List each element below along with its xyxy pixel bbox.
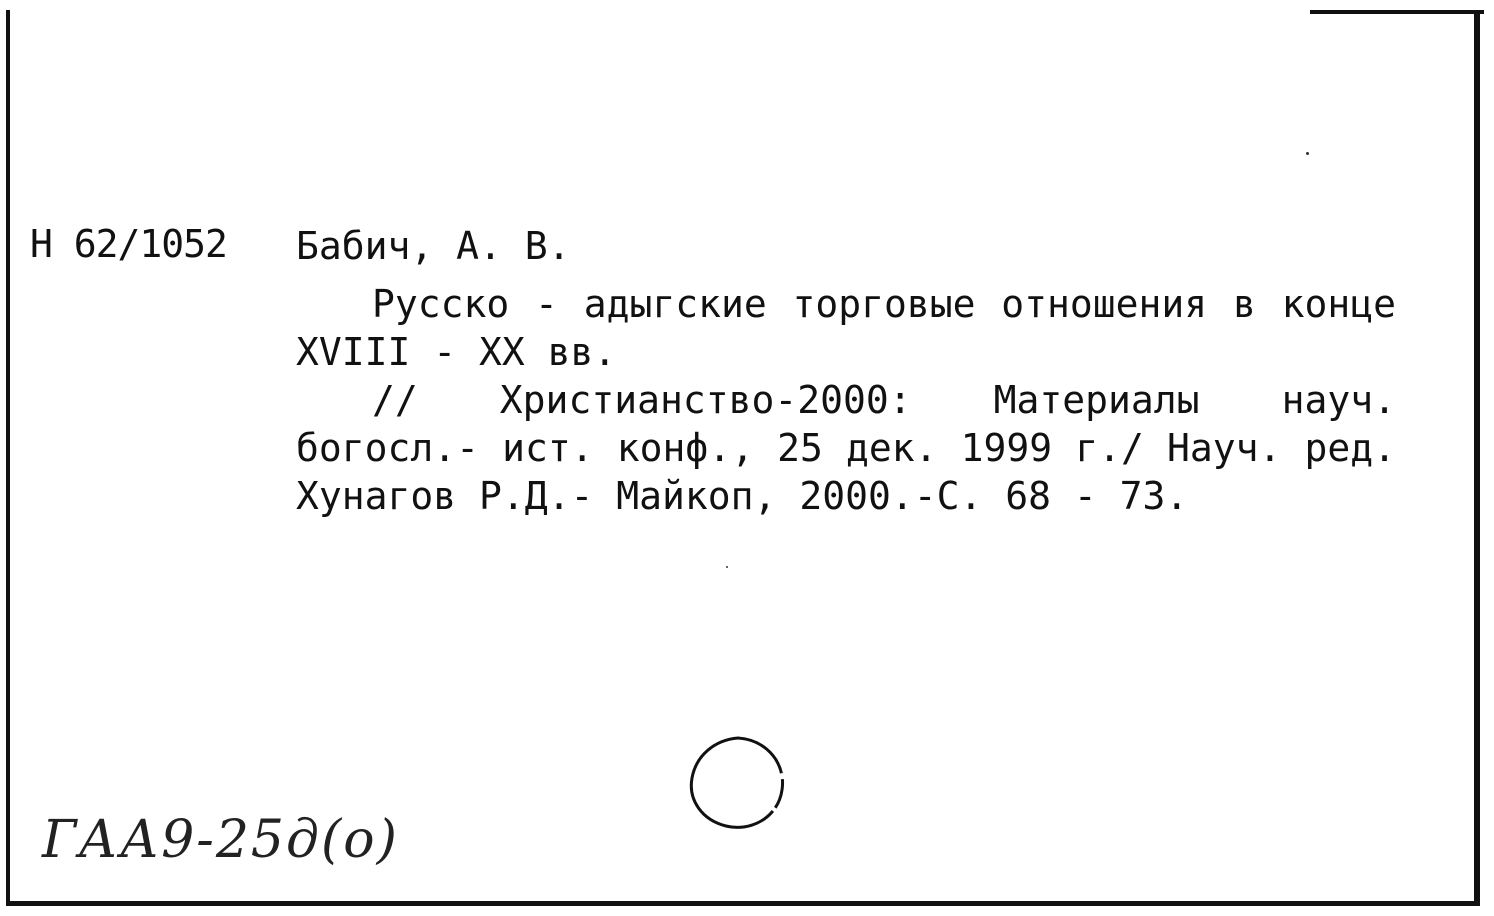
- speck-mark: [1306, 152, 1309, 155]
- catalog-card: [6, 10, 1480, 906]
- card-top-border: [1310, 10, 1484, 14]
- call-number: Н 62/1052: [30, 222, 227, 266]
- source-citation: // Христианство-2000: Материалы науч. богосл.- ист. конф., 25 дек. 1999 г./ Науч. ред. Хунагов Р.Д.- Майкоп, 2000.-С. 68 - 73.: [296, 378, 1396, 518]
- handwritten-note: ГАА9-25д(о): [42, 810, 399, 870]
- title: Русско - адыгские торговые отношения в конце XVIII - XX вв.: [296, 282, 1396, 374]
- punch-hole-icon: [678, 730, 798, 840]
- author: Бабич, А. В.: [296, 224, 571, 268]
- speck-mark: [726, 566, 728, 568]
